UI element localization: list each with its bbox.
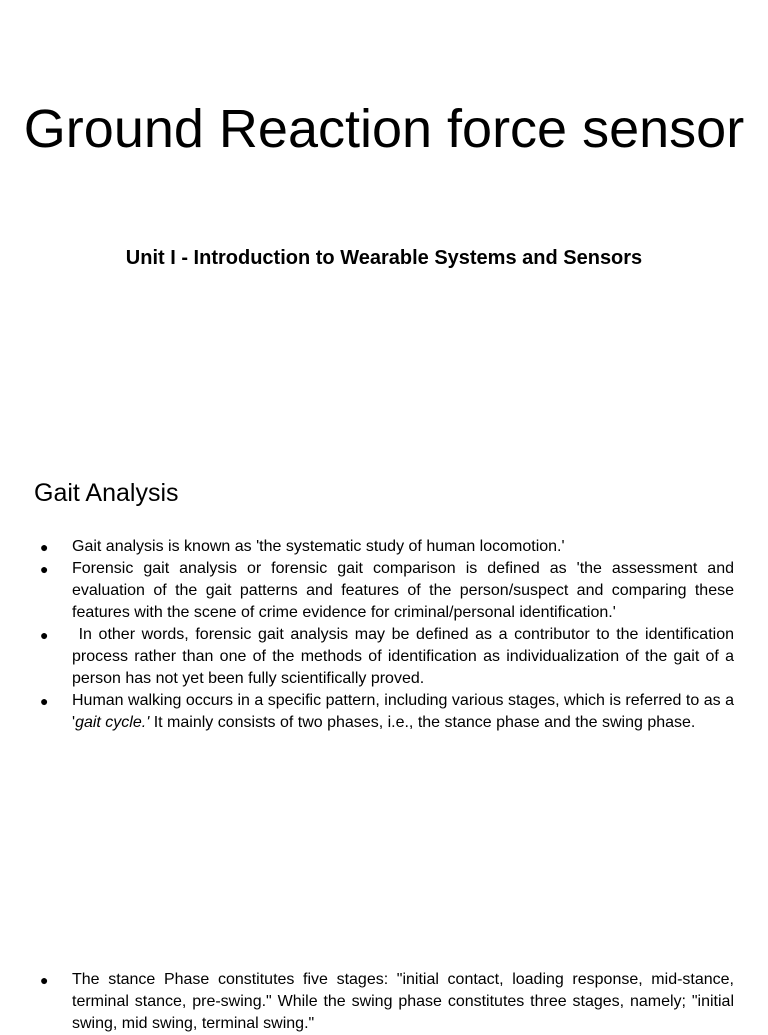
- list-item-text: The stance Phase constitutes five stages: "initial contact, loading response, mid-stance, terminal stance, pre-swing." While the swing phase constitutes three stages, namely; "initial swing, mid swing, terminal swing.": [72, 971, 734, 1032]
- list-item: [0, 624, 768, 690]
- list-item-text-after: It mainly consists of two phases, i.e., the stance phase and the swing phase.: [149, 714, 696, 731]
- bullet-icon: ●: [40, 627, 49, 643]
- list-item-text: Gait analysis is known as 'the systematic study of human locomotion.': [72, 538, 565, 555]
- list-item: [0, 690, 768, 734]
- bullet-icon: ●: [40, 693, 49, 709]
- list-item-text-italic: gait cycle.': [75, 714, 150, 731]
- bullet-icon: ●: [40, 972, 49, 988]
- list-item-text: Forensic gait analysis or forensic gait comparison is defined as 'the assessment and evaluation of the gait patterns and features of the person/suspect and comparing these features with the scene of crime evidence for criminal/personal identification.': [72, 560, 734, 621]
- list-item: [0, 969, 768, 1035]
- list-item-text: In other words, forensic gait analysis may be defined as a contributor to the identification process rather than one of the methods of identification as individualization of the gait of a person has not yet been fully scientifically proved.: [72, 626, 735, 687]
- bullet-list-continued: [0, 969, 768, 1035]
- bullet-icon: ●: [40, 539, 49, 555]
- list-item-text-before: Human walking occurs in a specific pattern, including various stages, which is referred to as a ': [72, 692, 734, 731]
- section-heading: Gait Analysis: [34, 479, 179, 507]
- list-item: [0, 558, 768, 624]
- bullet-icon: ●: [40, 561, 49, 577]
- page-subtitle: Unit I - Introduction to Wearable Systems and Sensors: [125, 247, 643, 269]
- bullet-list: [0, 536, 768, 734]
- list-item: [0, 536, 768, 558]
- page-title: Ground Reaction force sensor: [23, 99, 745, 159]
